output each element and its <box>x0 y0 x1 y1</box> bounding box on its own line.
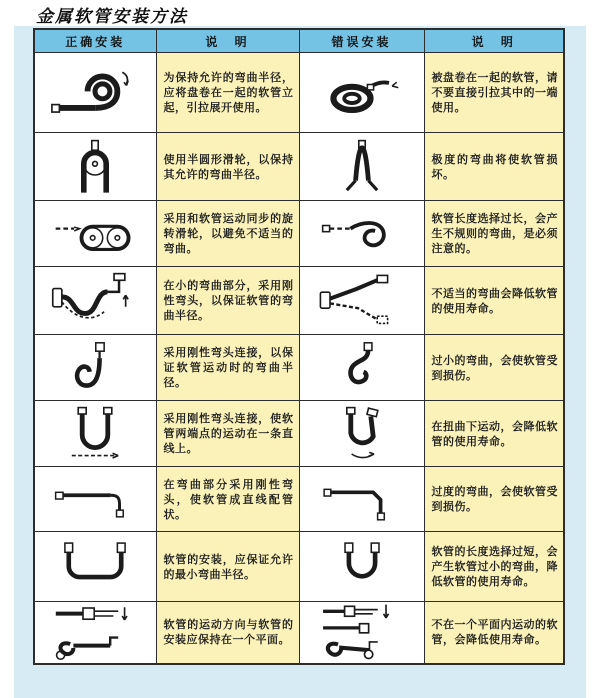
correct-illustration-cell <box>34 267 156 335</box>
same-plane-motion-icon <box>45 604 145 660</box>
table-row <box>34 53 564 133</box>
header-wrong-install: 错误安装 <box>299 29 424 53</box>
correct-description-cell: 采用刚性弯头连接，以保证软管运动时的弯曲半径。 <box>156 335 299 401</box>
header-wrong-description: 说 明 <box>424 29 564 53</box>
wrong-illustration-cell <box>299 467 424 532</box>
table-row <box>34 335 564 401</box>
wrong-illustration-cell <box>299 335 424 401</box>
wrong-description-cell: 过小的弯曲，会使软管受到损伤。 <box>424 335 564 401</box>
wrong-illustration-cell <box>299 201 424 267</box>
correct-illustration-cell <box>34 201 156 267</box>
correct-description-cell: 软管的安装，应保证允许的最小弯曲半径。 <box>156 532 299 602</box>
header-correct-description: 说 明 <box>156 29 299 53</box>
rigid-elbow-connection-icon <box>53 340 137 396</box>
wrong-description-cell: 不适当的弯曲会降低软管的使用寿命。 <box>424 267 564 335</box>
header-row <box>34 29 564 53</box>
correct-description-cell: 采用和软管运动同步的旋转滑轮，以避免不适当的弯曲。 <box>156 201 299 267</box>
table-row <box>34 267 564 335</box>
correct-description-cell: 在小的弯曲部分，采用刚性弯头，以保证软管的弯曲半径。 <box>156 267 299 335</box>
wrong-illustration-cell <box>299 53 424 133</box>
wrong-description-cell: 过度的弯曲，会使软管受到损伤。 <box>424 467 564 532</box>
correct-description-cell: 软管的运动方向与软管的安装应保持在一个平面。 <box>156 602 299 664</box>
wrong-description-cell: 不在一个平面内运动的软管，会降低使用寿命。 <box>424 602 564 664</box>
out-of-plane-motion-icon <box>314 603 410 661</box>
table-rows <box>34 53 564 664</box>
table-row <box>34 467 564 532</box>
semicircular-pulley-icon <box>51 138 139 196</box>
improper-bend-icon <box>312 273 412 329</box>
excess-length-loop-icon <box>312 207 412 261</box>
correct-description-cell: 使用半圆形滑轮，以保持其允许的弯曲半径。 <box>156 133 299 201</box>
extreme-bend-icon <box>318 139 406 195</box>
over-bend-icon <box>312 473 412 525</box>
wrong-illustration-cell <box>299 401 424 467</box>
table-header <box>34 29 564 53</box>
rigid-elbow-small-bend-icon <box>45 272 145 330</box>
table-row <box>34 133 564 201</box>
minimum-bend-radius-u-icon <box>45 540 145 594</box>
table-row <box>34 602 564 664</box>
wrong-description-cell: 软管长度选择过长，会产生不规则的弯曲，是必须注意的。 <box>424 201 564 267</box>
coiled-hose-standing-icon <box>45 64 145 122</box>
correct-description-cell: 采用刚性弯头连接，使软管两端点的运动在一条直线上。 <box>156 401 299 467</box>
wrong-illustration-cell <box>299 602 424 664</box>
too-short-hose-icon <box>316 540 408 594</box>
wrong-description-cell: 被盘卷在一起的软管，请不要直接引拉其中的一端使用。 <box>424 53 564 133</box>
inline-motion-u-icon <box>49 406 141 462</box>
wrong-description-cell: 极度的弯曲将使软管损坏。 <box>424 133 564 201</box>
correct-description-cell: 为保持允许的弯曲半径，应将盘卷在一起的软管立起，引拉展开使用。 <box>156 53 299 133</box>
wrong-illustration-cell <box>299 267 424 335</box>
page-title: 金属软管安装方法 <box>36 7 188 27</box>
table-row <box>34 401 564 467</box>
wrong-description-cell: 软管的长度选择过短，会产生软管过小的弯曲，降低软管的使用寿命。 <box>424 532 564 602</box>
straight-pipe-elbow-icon <box>45 473 145 525</box>
correct-illustration-cell <box>34 401 156 467</box>
synchronized-pulleys-icon <box>45 207 145 261</box>
correct-description-cell: 在弯曲部分采用刚性弯头，使软管成直线配管状。 <box>156 467 299 532</box>
wrong-description-cell: 在扭曲下运动，会降低软管的使用寿命。 <box>424 401 564 467</box>
too-small-bend-icon <box>320 340 404 396</box>
table-row <box>34 201 564 267</box>
correct-illustration-cell <box>34 133 156 201</box>
correct-illustration-cell <box>34 53 156 133</box>
wrong-illustration-cell <box>299 532 424 602</box>
installation-table <box>33 28 565 665</box>
header-correct-install: 正确安装 <box>34 29 156 53</box>
coiled-hose-pulled-icon <box>314 66 410 120</box>
correct-illustration-cell <box>34 602 156 664</box>
correct-illustration-cell <box>34 467 156 532</box>
correct-illustration-cell <box>34 532 156 602</box>
table-row <box>34 532 564 602</box>
wrong-illustration-cell <box>299 133 424 201</box>
twisted-motion-icon <box>316 406 408 462</box>
correct-illustration-cell <box>34 335 156 401</box>
